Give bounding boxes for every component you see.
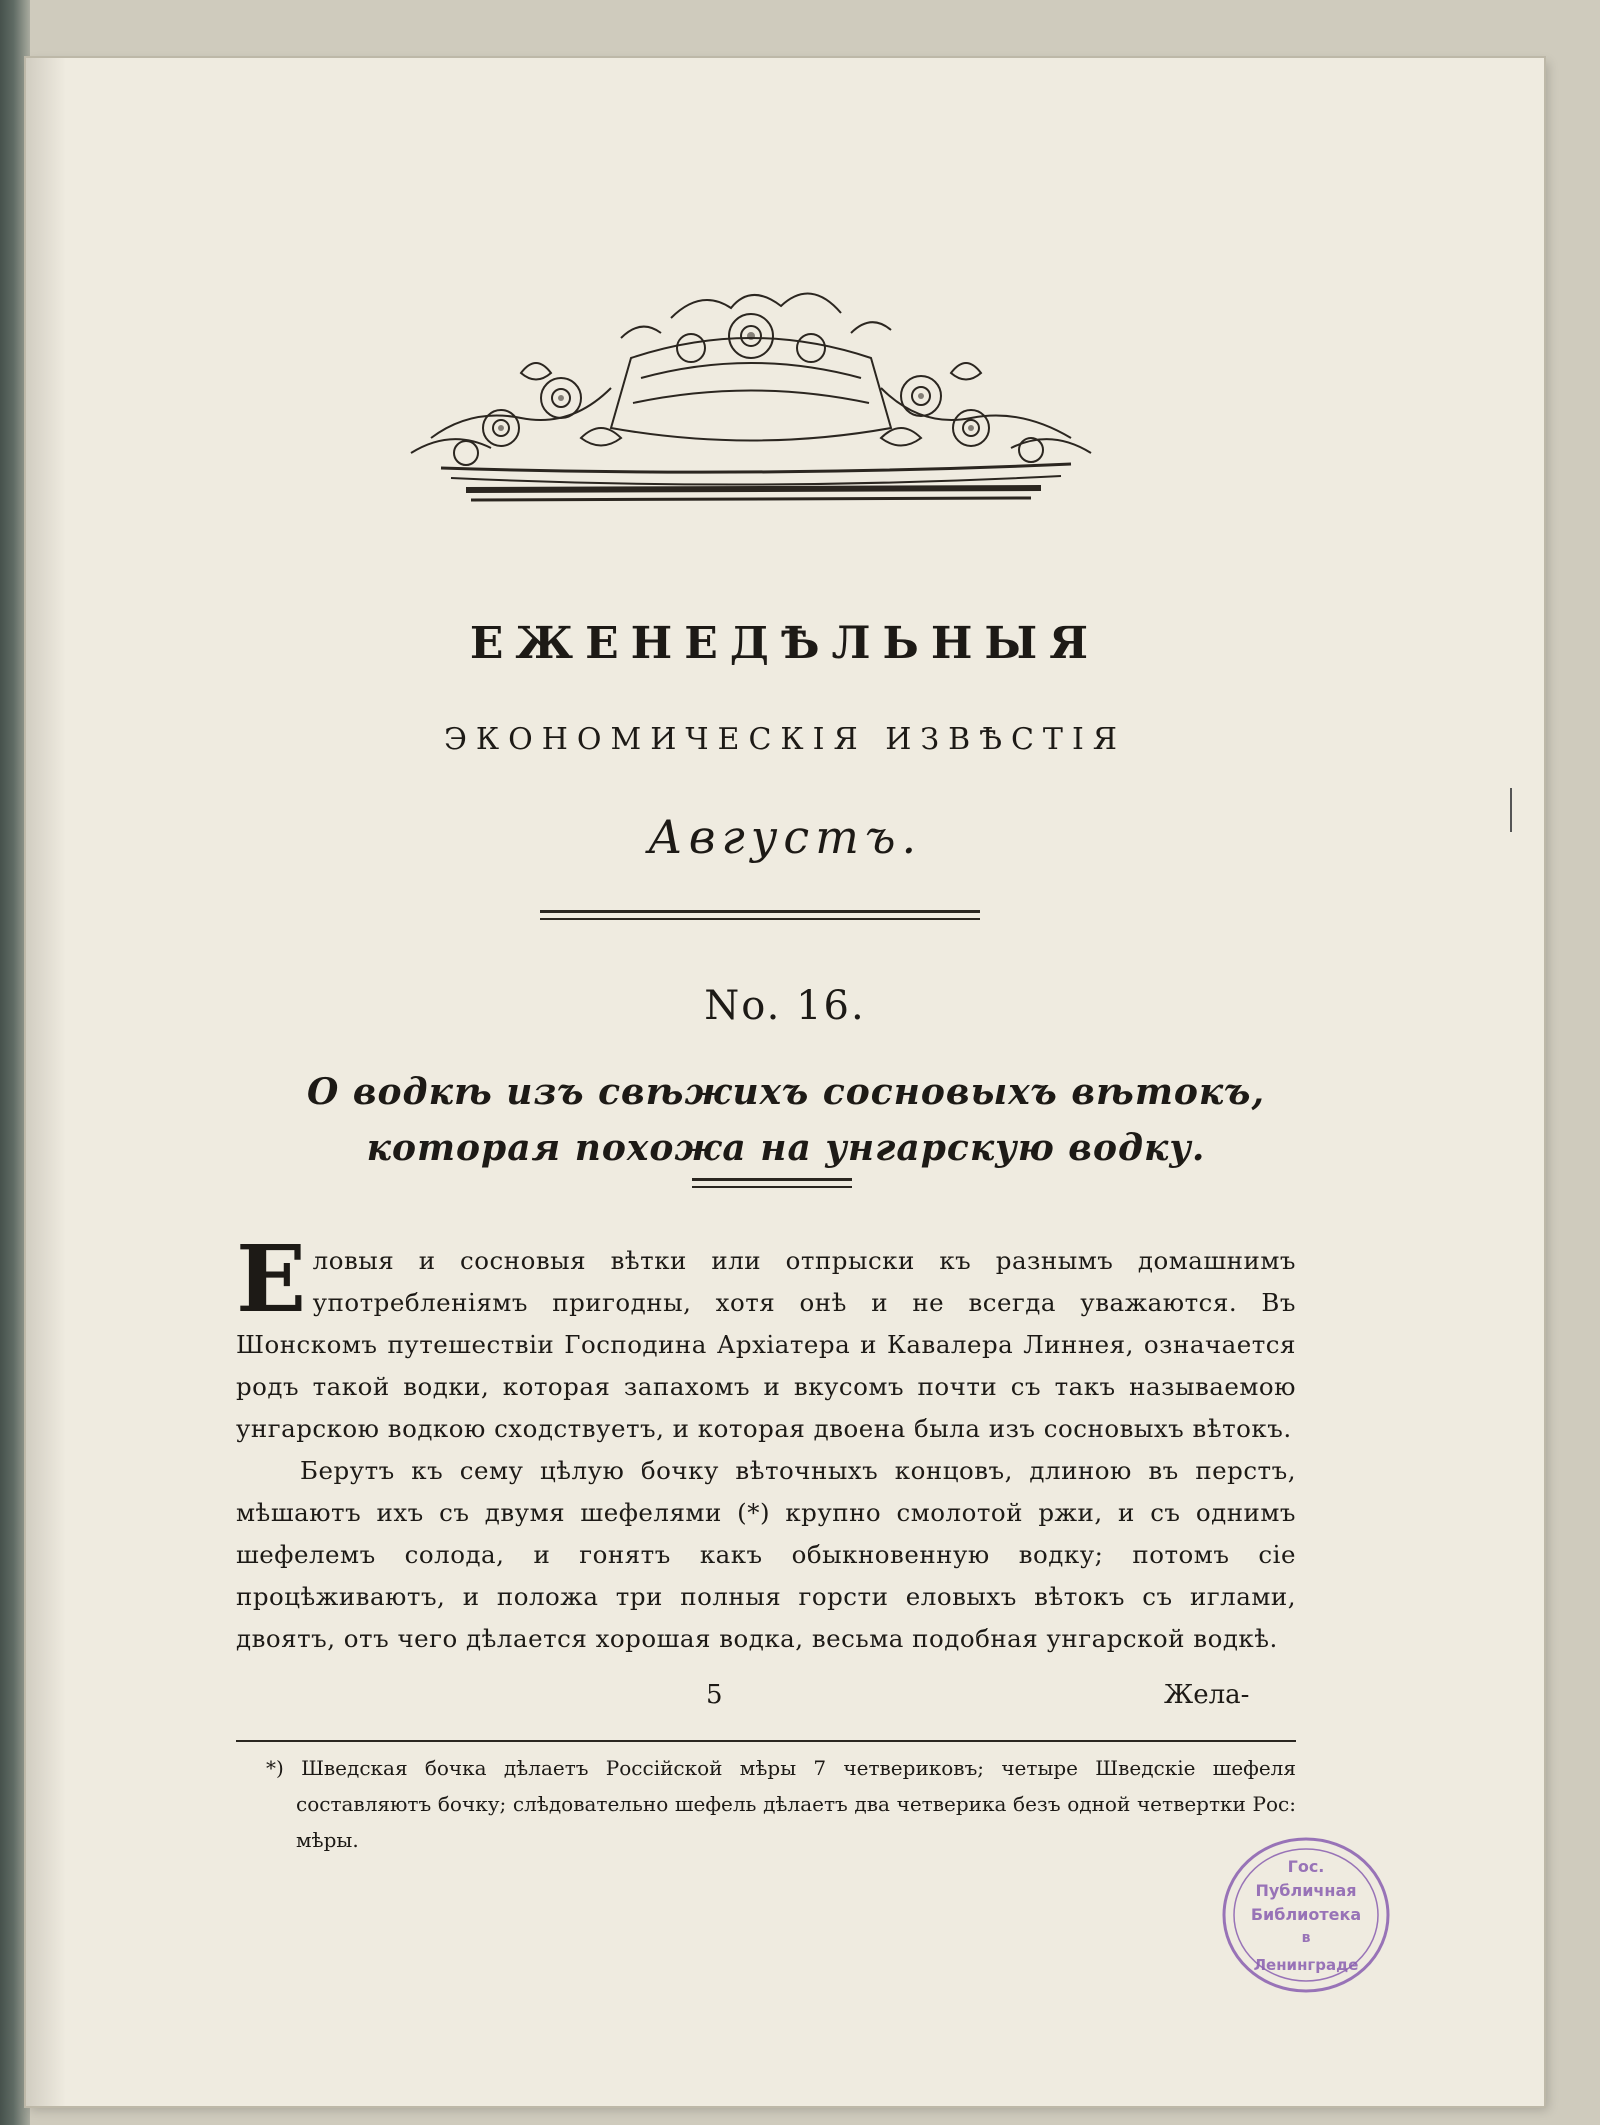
body-paragraph-1	[236, 1225, 1296, 1450]
library-stamp	[1216, 1830, 1396, 2000]
page-gutter-shadow	[26, 58, 66, 2106]
book-page	[26, 58, 1544, 2106]
stamp-line-4: в	[1301, 1930, 1311, 1946]
stamp-line-3: Библиотека	[1250, 1905, 1362, 1924]
footnote: *) Шведская бочка дѣлаетъ Россійской мѣры 7 четвериковъ; четыре Шведскіе шефеля составляютъ бочку; слѣдовательно шефель дѣлаетъ два четверика безъ одной четвертки Рос: мѣры.	[266, 1756, 1296, 1852]
issue-number: No. 16.	[704, 983, 866, 1029]
issue-month: Августъ.	[647, 810, 923, 864]
footnote-rule	[236, 1740, 1296, 1742]
signature-mark: 5	[706, 1680, 723, 1710]
body-paragraph-2: Берутъ къ сему цѣлую бочку вѣточныхъ концовъ, длиною въ перстъ, мѣшаютъ ихъ съ двумя шефелями (*) крупно смолотой ржи, и съ однимъ шефелемъ солода, и гонятъ какъ обыкновенную водку; потомъ сіе процѣживаютъ, и положа три полныя горсти еловыхъ вѣтокъ съ иглами, двоятъ, отъ чего дѣлается хорошая водка, весьма подобная унгарской водкѣ.	[236, 1456, 1296, 1653]
journal-title: ЕЖЕНЕДѢЛЬНЫЯ	[469, 618, 1101, 669]
stamp-line-1: Гос.	[1287, 1857, 1325, 1876]
headpiece-ornament	[371, 278, 1131, 548]
title-divider-rule-second	[540, 918, 980, 920]
drop-capital: Е	[236, 1225, 307, 1333]
stamp-line-5: Ленинграде	[1253, 1956, 1359, 1974]
article-title-rule	[692, 1178, 852, 1181]
catchword: Жела-	[1164, 1680, 1250, 1710]
journal-subtitle: ЭКОНОМИЧЕСКІЯ ИЗВѢСТІЯ	[443, 722, 1127, 757]
article-body	[236, 1225, 1296, 1660]
title-divider-rule	[540, 910, 980, 913]
stamp-line-2: Публичная	[1255, 1881, 1357, 1900]
article-title: О водкѣ изъ свѣжихъ сосновыхъ вѣтокъ, которая похожа на унгарскую водку.	[307, 1071, 1265, 1169]
margin-mark	[1510, 788, 1512, 832]
paragraph-1-text: ловыя и сосновыя вѣтки или отпрыски къ разнымъ домашнимъ употребленіямъ пригодны, хотя онѣ и не всегда уважаются. Въ Шонскомъ путешествіи Господина Архіатера и Кавалера Линнея, означается родъ такой водки, которая запахомъ и вкусомъ почти съ такъ называемою унгарскою водкою сходствуетъ, и которая двоена была изъ сосновыхъ вѣтокъ.	[236, 1246, 1296, 1443]
article-title-rule-second	[692, 1186, 852, 1188]
